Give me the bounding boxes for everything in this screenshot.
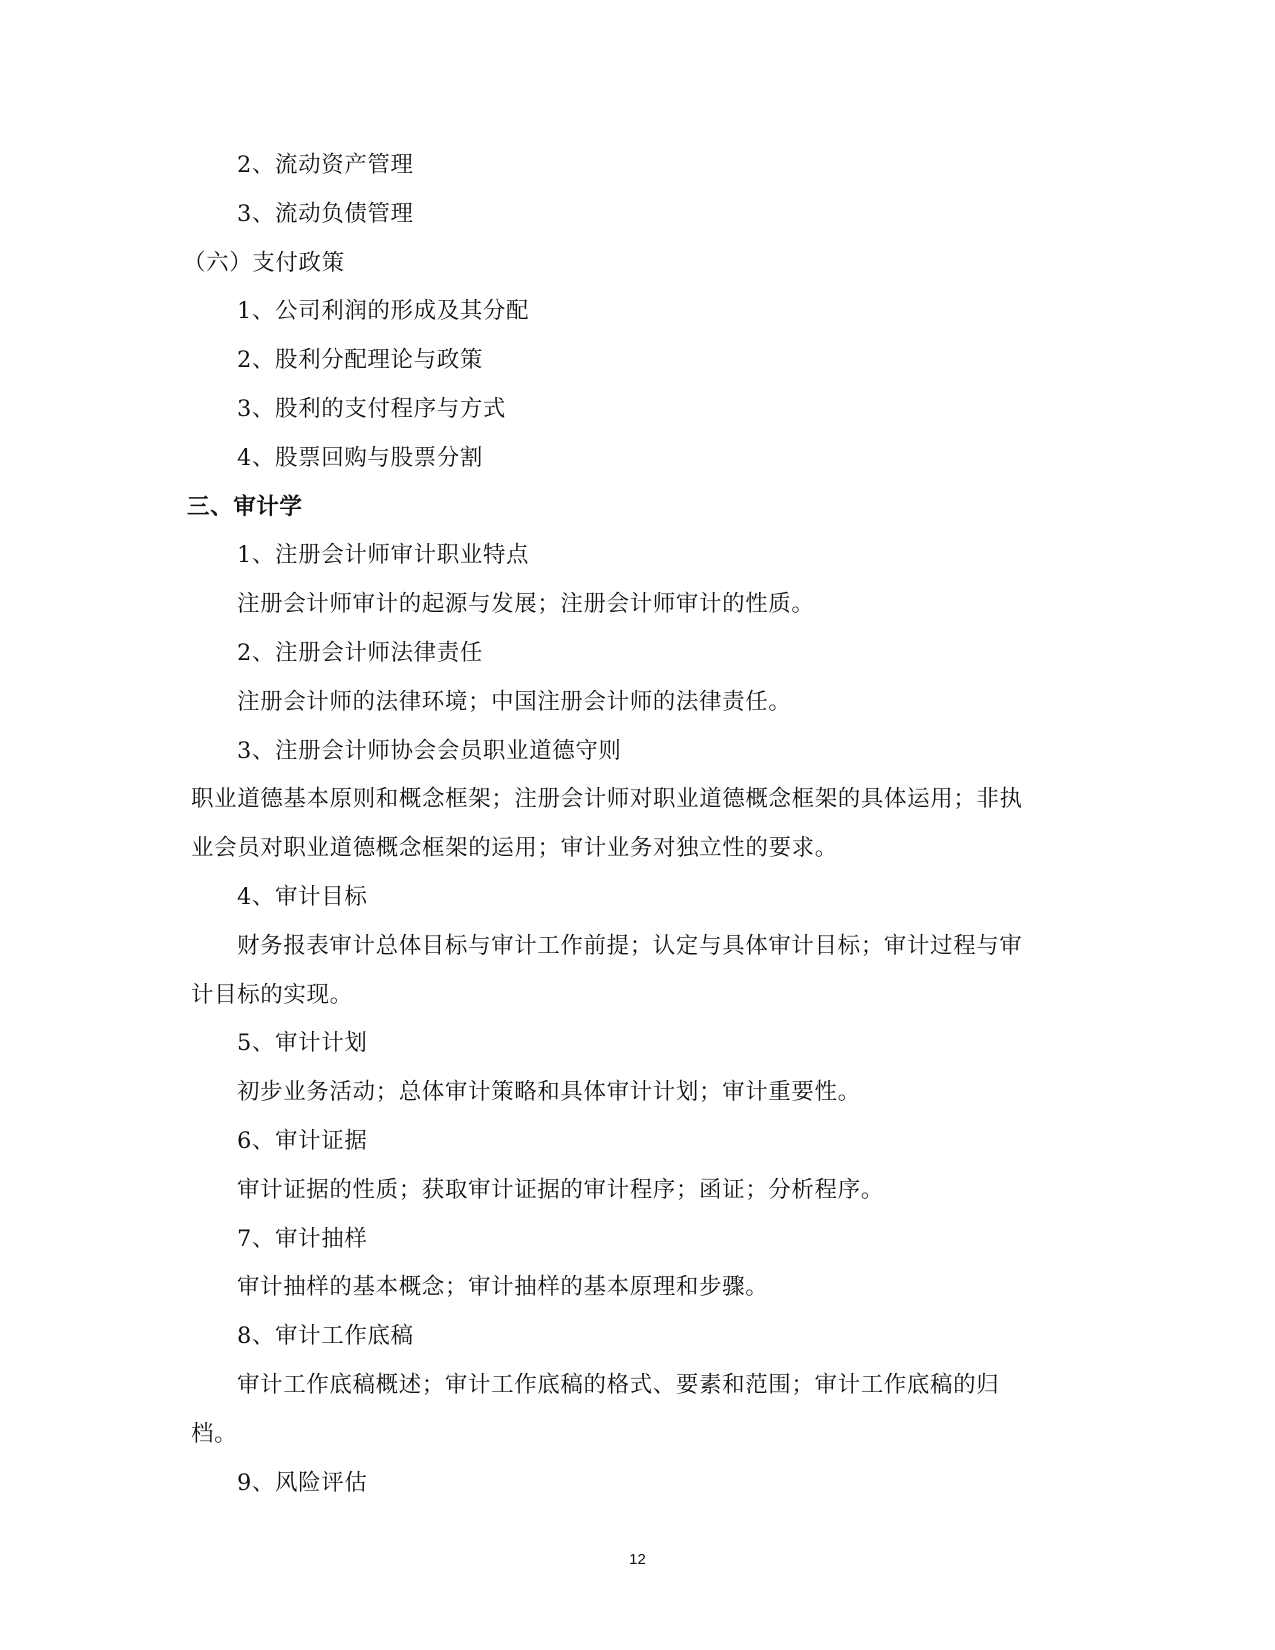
body-text: 注册会计师审计的起源与发展；注册会计师审计的性质。 xyxy=(237,591,815,618)
list-item-profit-formation: 1、公司利润的形成及其分配 xyxy=(237,298,530,325)
body-text: 档。 xyxy=(191,1420,238,1447)
list-item-audit-sampling: 7、审计抽样 xyxy=(237,1225,368,1252)
body-text: 职业道德基本原则和概念框架；注册会计师对职业道德概念框架的具体运用；非执 xyxy=(191,786,1023,813)
body-text: 审计抽样的基本概念；审计抽样的基本原理和步骤。 xyxy=(237,1274,769,1301)
list-item-stock-repurchase: 4、股票回购与股票分割 xyxy=(237,444,483,471)
list-item-working-papers: 8、审计工作底稿 xyxy=(237,1323,414,1350)
list-item-current-liabilities: 3、流动负债管理 xyxy=(237,200,414,227)
body-text: 注册会计师的法律环境；中国注册会计师的法律责任。 xyxy=(237,688,792,715)
body-text: 审计工作底稿概述；审计工作底稿的格式、要素和范围；审计工作底稿的归 xyxy=(237,1371,1000,1398)
body-text: 财务报表审计总体目标与审计工作前提；认定与具体审计目标；审计过程与审 xyxy=(237,932,1023,959)
list-item-current-assets: 2、流动资产管理 xyxy=(237,152,414,178)
list-item-cpa-legal-liability: 2、注册会计师法律责任 xyxy=(237,639,483,666)
page-number: 12 xyxy=(629,1551,646,1568)
page-content xyxy=(183,141,1091,1507)
body-text: 初步业务活动；总体审计策略和具体审计计划；审计重要性。 xyxy=(237,1079,861,1106)
section-heading-auditing: 三、审计学 xyxy=(187,493,303,520)
list-item-audit-planning: 5、审计计划 xyxy=(237,1030,368,1057)
list-item-audit-objectives: 4、审计目标 xyxy=(237,883,368,910)
list-item-audit-evidence: 6、审计证据 xyxy=(237,1127,368,1154)
subsection-heading-payment-policy: （六）支付政策 xyxy=(183,249,345,276)
body-text: 业会员对职业道德概念框架的运用；审计业务对独立性的要求。 xyxy=(191,835,838,862)
list-item-ethics-code: 3、注册会计师协会会员职业道德守则 xyxy=(237,737,622,764)
list-item-cpa-characteristics: 1、注册会计师审计职业特点 xyxy=(237,542,530,569)
list-item-dividend-payment: 3、股利的支付程序与方式 xyxy=(237,395,507,422)
body-text: 计目标的实现。 xyxy=(191,981,353,1008)
list-item-dividend-theory: 2、股利分配理论与政策 xyxy=(237,347,483,374)
body-text: 审计证据的性质；获取审计证据的审计程序；函证；分析程序。 xyxy=(237,1176,884,1203)
list-item-risk-assessment: 9、风险评估 xyxy=(237,1469,368,1496)
